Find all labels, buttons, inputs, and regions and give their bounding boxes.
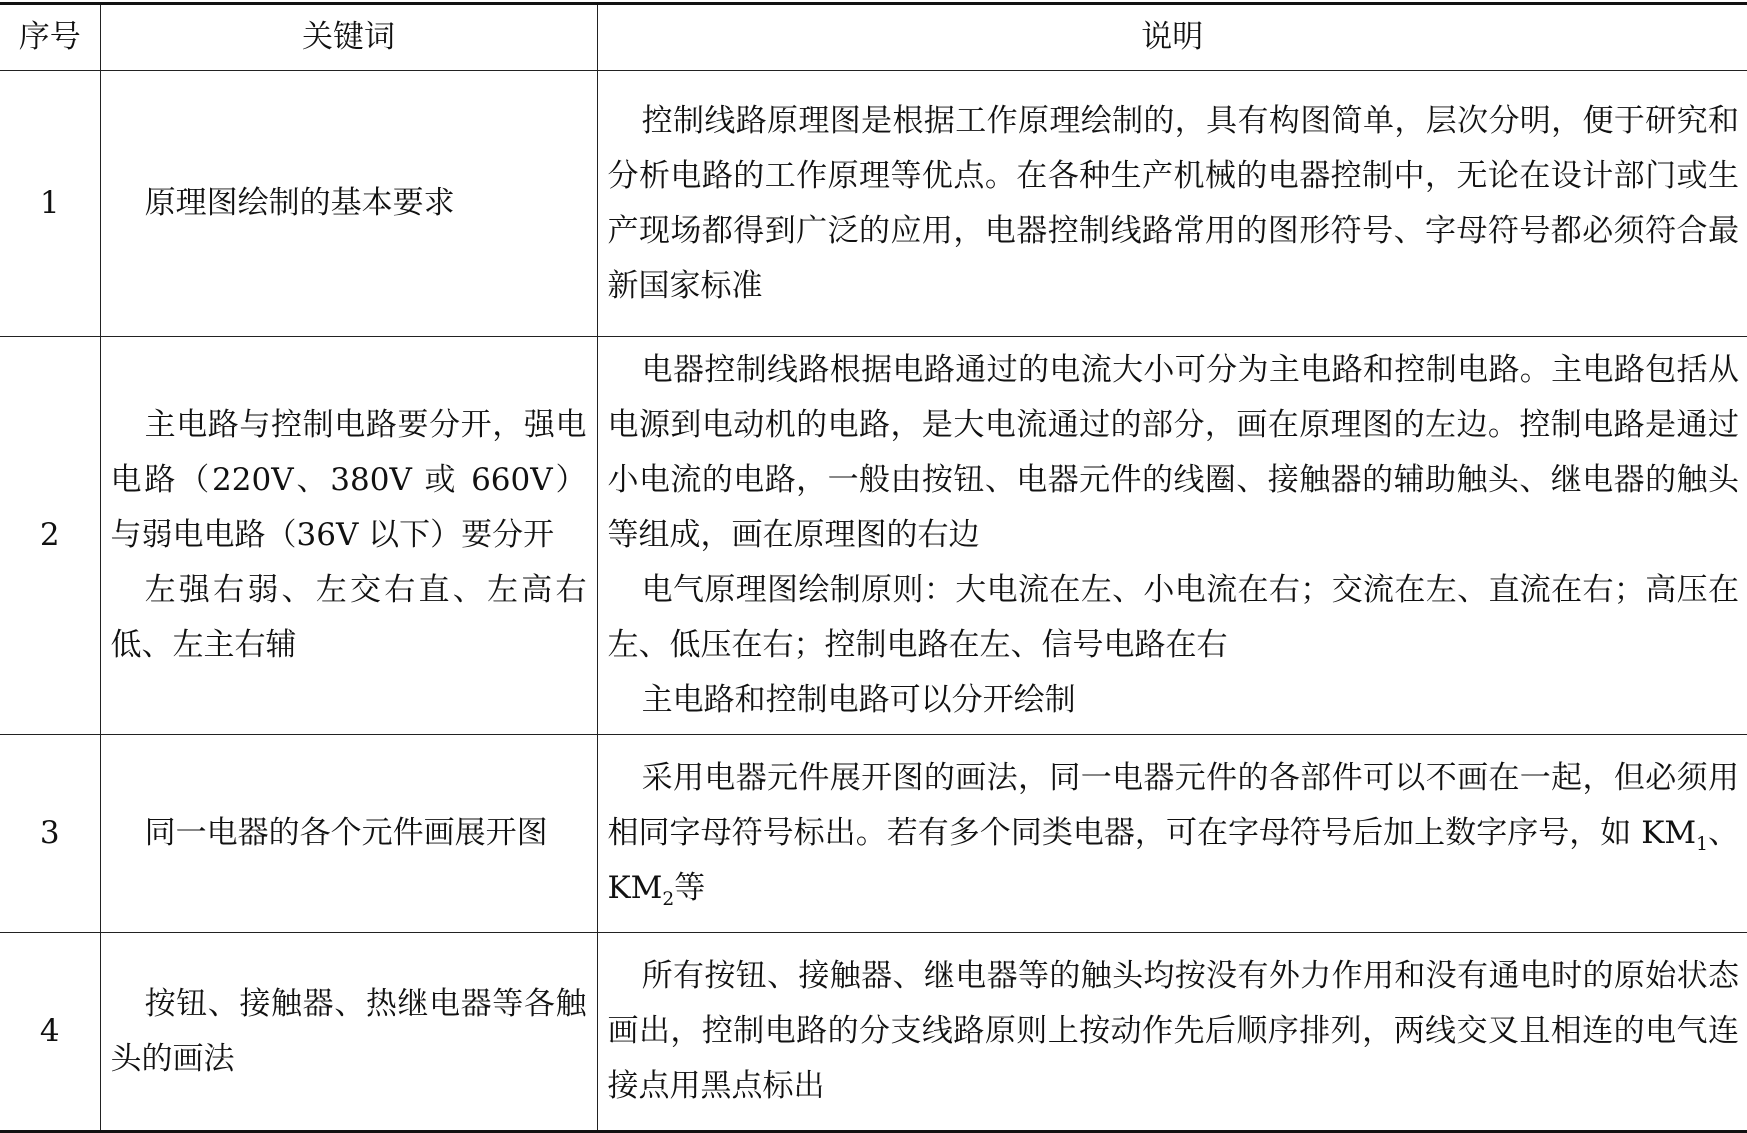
table-row: [0, 933, 1747, 1132]
row-number: 1: [0, 71, 100, 337]
description-text: 等: [674, 870, 706, 906]
keyword-text: 主电路与控制电路要分开，强电电路（220V、380V 或 660V）与弱电电路（36V 以下）要分开: [110, 407, 587, 553]
row-description: [597, 71, 1747, 337]
row-number: 3: [0, 735, 100, 933]
description-paragraph: 电气原理图绘制原则：大电流在左、小电流在右；交流在左、直流在右；高压在左、低压在右；控制电路在左、信号电路在右: [607, 572, 1739, 663]
description-paragraph: 控制线路原理图是根据工作原理绘制的，具有构图简单，层次分明，便于研究和分析电路的工作原理等优点。在各种生产机械的电器控制中，无论在设计部门或生产现场都得到广泛的应用，电器控制线路常用的图形符号、字母符号都必须符合最新国家标准: [607, 102, 1739, 304]
row-number: 4: [0, 933, 100, 1132]
description-paragraph: [608, 751, 1740, 916]
description-text: 、KM: [607, 815, 1739, 906]
row-description: [597, 337, 1747, 735]
keyword-text: 原理图绘制的基本要求: [144, 185, 455, 221]
row-keyword: [100, 71, 597, 337]
table-row: [0, 71, 1747, 337]
subscript-2: 2: [662, 889, 675, 911]
description-text: 采用电器元件展开图的画法，同一电器元件的各部件可以不画在一起，但必须用相同字母符号标出。若有多个同类电器，可在字母符号后加上数字序号，如 KM: [607, 760, 1739, 851]
principle-table: [0, 2, 1747, 1133]
table-row: [0, 337, 1747, 735]
keyword-text: 同一电器的各个元件画展开图: [144, 815, 548, 851]
description-paragraph: 主电路和控制电路可以分开绘制: [641, 682, 1076, 718]
row-number: 2: [0, 337, 100, 735]
keyword-text: 左强右弱、左交右直、左高右低、左主右辅: [110, 572, 587, 663]
table-header-row: [0, 4, 1747, 71]
description-paragraph: 电器控制线路根据电路通过的电流大小可分为主电路和控制电路。主电路包括从电源到电动机的电路，是大电流通过的部分，画在原理图的左边。控制电路是通过小电流的电路，一般由按钮、电器元件的线圈、接触器的辅助触头、继电器的触头等组成，画在原理图的右边: [607, 352, 1739, 553]
keyword-text: 按钮、接触器、热继电器等各触头的画法: [110, 985, 587, 1077]
row-keyword: [100, 735, 597, 933]
row-keyword: [100, 933, 597, 1132]
header-description: 说明: [597, 4, 1747, 71]
row-description: [597, 933, 1747, 1132]
description-paragraph: 所有按钮、接触器、继电器等的触头均按没有外力作用和没有通电时的原始状态画出，控制电路的分支线路原则上按动作先后顺序排列，两线交叉且相连的电气连接点用黑点标出: [607, 958, 1739, 1104]
table-row: [0, 735, 1747, 933]
row-description: [597, 735, 1747, 933]
header-keyword: 关键词: [100, 4, 597, 71]
row-keyword: [100, 337, 597, 735]
subscript-1: 1: [1696, 834, 1708, 856]
header-no: 序号: [0, 4, 100, 71]
